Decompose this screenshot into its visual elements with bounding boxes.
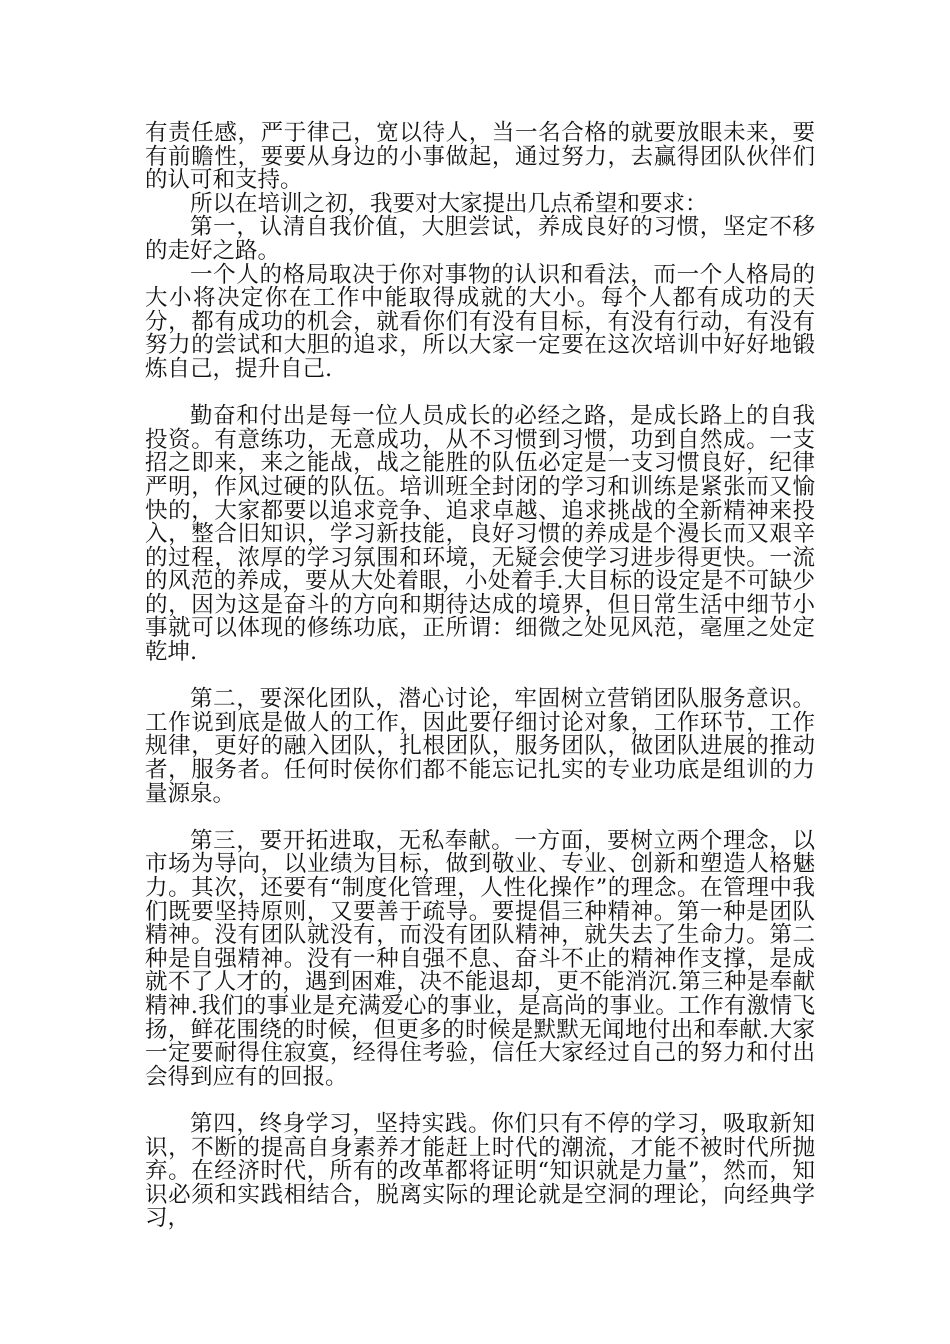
paragraph-spacer — [145, 382, 815, 406]
paragraph-6: 第二，要深化团队，潜心讨论，牢固树立营销团队服务意识。工作说到底是做人的工作，因此要仔细讨论对象，工作环节，工作规律，更好的融入团队，扎根团队，服务团队，做团队进展的推动者，服务者。任何时侯你们都不能忘记扎实的专业功底是组训的力量源泉。 — [145, 686, 815, 807]
paragraph-7: 第三，要开拓进取，无私奉献。一方面，要树立两个理念，以市场为导向，以业绩为目标，做到敬业、专业、创新和塑造人格魅力。其次，还要有“制度化管理，人性化操作”的理念。在管理中我们既要坚持原则，又要善于疏导。要提倡三种精神。第一种是团队精神。没有团队就没有，而没有团队精神，就失去了生命力。第二种是自强精神。没有一种自强不息、奋斗不止的精神作支撑，是成就不了人才的，遇到困难，决不能退却，更不能消沉.第三种是奉献精神.我们的事业是充满爱心的事业，是高尚的事业。工作有激情飞扬，鲜花围绕的时候，但更多的时候是默默无闻地付出和奉献.大家一定要耐得住寂寞，经得住考验，信任大家经过自己的努力和付出会得到应有的回报。 — [145, 827, 815, 1090]
paragraph-spacer — [145, 665, 815, 689]
paragraph-spacer — [145, 1089, 815, 1113]
document-body — [145, 122, 815, 1231]
paragraph-5: 勤奋和付出是每一位人员成长的必经之路，是成长路上的自我投资。有意练功，无意成功，从不习惯到习惯，功到自然成。一支招之即来，来之能战，战之能胜的队伍必定是一支习惯良好，纪律严明，作风过硬的队伍。培训班全封闭的学习和训练是紧张而又愉快的，大家都要以追求竞争、追求卓越、追求挑战的全新精神来投入，整合旧知识，学习新技能，良好习惯的养成是个漫长而又艰辛的过程，浓厚的学习氛围和环境，无疑会使学习进步得更快。一流的风范的养成，要从大处着眼，小处着手.大目标的设定是不可缺少的，因为这是奋斗的方向和期待达成的境界，但日常生活中细节小事就可以体现的修练功底，正所谓：细微之处见风范，毫厘之处定乾坤. — [145, 403, 815, 666]
paragraph-1: 有责任感，严于律己，宽以待人，当一名合格的就要放眼未来，要有前瞻性，要要从身边的小事做起，通过努力，去赢得团队伙伴们的认可和支持。 — [145, 120, 815, 194]
paragraph-2: 所以在培训之初，我要对大家提出几点希望和要求： — [190, 190, 708, 217]
paragraph-8: 第四，终身学习，坚持实践。你们只有不停的学习，吸取新知识，不断的提高自身素养才能赶上时代的潮流，才能不被时代所抛弃。在经济时代，所有的改革都将证明“知识就是力量”，然而，知识必须和实践相结合，脱离实际的理论就是空洞的理论，向经典学习， — [145, 1110, 815, 1232]
paragraph-4: 一个人的格局取决于你对事物的认识和看法，而一个人格局的大小将决定你在工作中能取得成就的大小。每个人都有成功的天分，都有成功的机会，就看你们有没有目标，有没有行动，有没有努力的尝试和大胆的追求，所以大家一定要在这次培训中好好地锻炼自己，提升自己. — [145, 261, 815, 382]
paragraph-3: 第一，认清自我价值，大胆尝试，养成良好的习惯，坚定不移的走好之路。 — [145, 214, 815, 264]
paragraph-spacer — [145, 806, 815, 830]
